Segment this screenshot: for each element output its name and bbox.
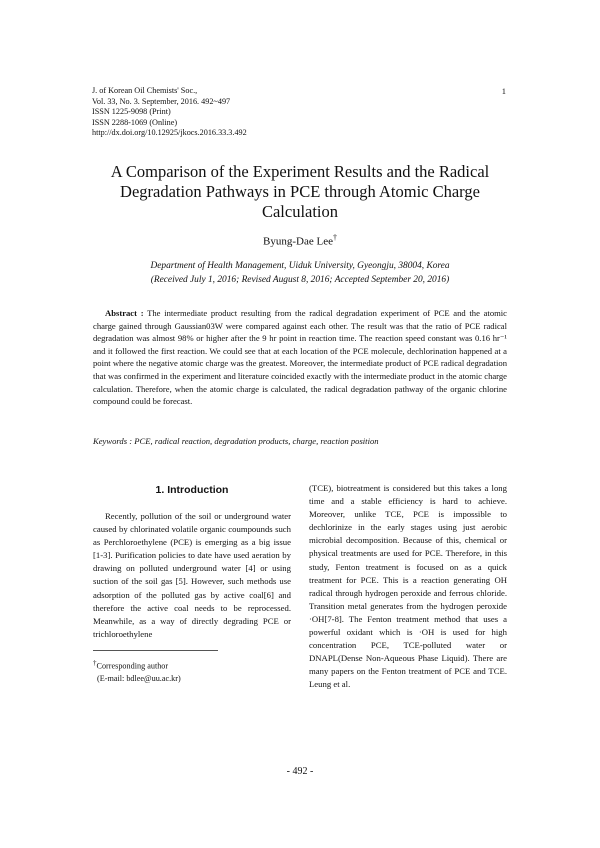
section-heading-introduction: 1. Introduction [155,484,229,496]
footnote-divider [93,650,218,651]
affiliation-address: Department of Health Management, Uiduk University, Gyeongju, 38004, Korea [150,261,450,271]
journal-info [92,86,247,139]
affiliation [0,260,600,287]
right-column [309,482,507,692]
abstract-label: Abstract : [105,308,144,318]
intro-paragraph-left: Recently, pollution of the soil or underground water caused by chlorinated volatile organic coumpounds such as Perchloroethylene (PCE) is emerging as a big issue [1-3]. Purification policies to date have used aeration by drawing on polluted underground water [4] or using suction of the soil gas [5]. However, such methods use adsorption of the polluted gas by active coal[6] and therefore the active coal needs to be reprocessed. Meanwhile, as a way of directly degrading PCE or trichloroethylene [93,511,291,639]
journal-name: J. of Korean Oil Chemists' Soc., [92,86,198,95]
footnote [93,657,181,685]
issn-print: ISSN 1225-9098 (Print) [92,107,171,117]
author-name: Byung-Dae Lee [263,235,333,248]
page-number-bottom: - 492 - [286,766,314,777]
corresponding-mark: † [332,233,337,242]
article-dates: (Received July 1, 2016; Revised August 8, 2016; Accepted September 20, 2016) [150,274,450,285]
author-line [0,233,600,248]
footnote-email[interactable]: (E-mail: bdlee@uu.ac.kr) [97,673,181,683]
abstract-text: The intermediate product resulting from the radical degradation experiment of PCE and the atomic charge gained through Gaussian03W were compared against each other. The result was that the ratio of PCE radical degradation was almost 98% or higher after the 9 hr point in reaction time. The reaction speed constant was 0.16 hr⁻¹ and it followed the first reaction. We could see that at each location of the PCE molecule, dechlorination happened at a point where the negative atomic charge was the greatest. Moreover, the intermediate product of PCE radical degradation that was confirmed in the experiment and literature coincided exactly with the intermediate product in the atomic charge calculation. Therefore, when the atomic charge is calculated, the radical degradation pathway of the organic chlorine compound could be forecast. [93,308,507,407]
intro-paragraph-right: (TCE), biotreatment is considered but this takes a long time and a stable efficiency is hard to achieve. Moreover, unlike TCE, PCE is impossible to dechlorinize in the early stages using just aerobic microbial decomposition. Because of this, chemical or physical treatments are used for PCE. Therefore, in this study, Fenton treatment is focused on as a quick treatment for PCE. This is a reaction generating OH radical through hydrogen peroxide and ferrous chloride. Transition metal generates from the hydrogen peroxide ·OH[7-8]. The Fenton treatment method that uses a powerful oxidant which is ·OH is used for high concentration PCE, TCE-polluted water or DNAPL(Dense Non-Aqueous Phase Liquid). There are many papers on the Fenton treatment of PCE and TCE. Leung et al. [309,483,507,690]
footnote-mark: † [93,659,97,667]
abstract [93,307,507,408]
journal-volume: Vol. 33, No. 3. September, 2016. 492~497 [92,96,231,106]
article-title: A Comparison of the Experiment Results and the Radical Degradation Pathways in PCE through Atomic Charge Calculation [110,162,490,221]
issn-online: ISSN 2288-1069 (Online) [92,117,178,127]
footnote-corresponding: Corresponding author [96,661,169,671]
doi-link[interactable]: http://dx.doi.org/10.12925/jkocs.2016.33.3.492 [92,128,247,138]
left-column [93,482,291,641]
keywords: Keywords : PCE, radical reaction, degradation products, charge, reaction position [93,436,379,446]
page-number-top: 1 [501,86,506,96]
